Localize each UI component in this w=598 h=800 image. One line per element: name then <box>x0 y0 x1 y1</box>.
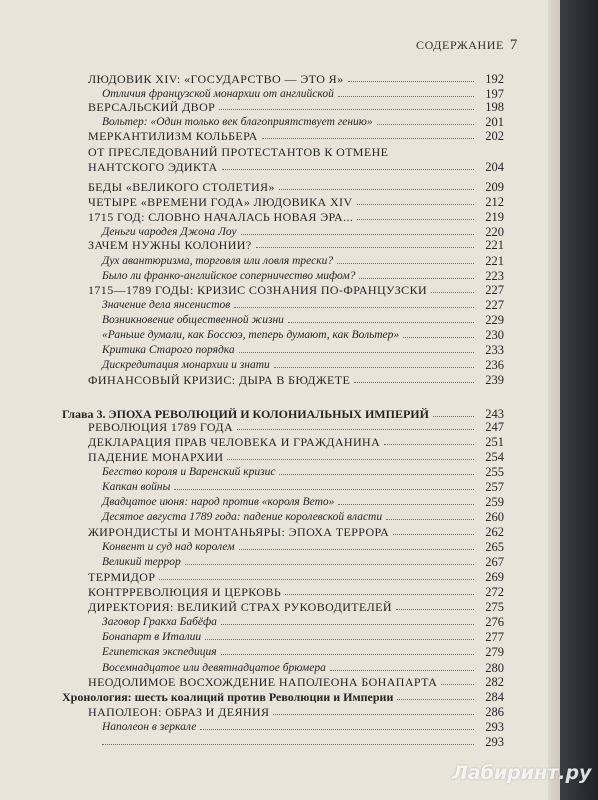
toc-entry <box>0 269 560 283</box>
dotted-leader <box>433 416 474 417</box>
toc-entry-page: 209 <box>485 180 504 194</box>
toc-entry <box>0 420 560 434</box>
toc-entry-page: 254 <box>485 450 504 464</box>
dotted-leader <box>279 189 474 190</box>
dotted-leader <box>377 124 474 125</box>
toc-entry-page: 247 <box>485 420 504 434</box>
dotted-leader <box>285 594 474 595</box>
dotted-leader <box>337 263 474 264</box>
toc-entry <box>0 358 560 372</box>
toc-entry-title: РЕВОЛЮЦИЯ 1789 ГОДА <box>88 420 234 434</box>
toc-entry-title: НАПОЛЕОН: ОБРАЗ И ДЕЯНИЯ <box>88 705 270 719</box>
toc-entry-title: ЗАЧЕМ НУЖНЫ КОЛОНИИ? <box>88 238 252 252</box>
toc-entry-title: Великий террор <box>102 556 181 568</box>
dotted-leader <box>273 714 474 715</box>
toc-entry-page: 220 <box>485 225 504 239</box>
toc-entry-title: ЧЕТЫРЕ «ВРЕМЕНИ ГОДА» ЛЮДОВИКА XIV <box>88 195 353 209</box>
toc-entry <box>0 115 560 129</box>
toc-entry-page: 272 <box>485 585 504 599</box>
toc-entry <box>0 210 560 224</box>
dotted-leader <box>354 382 474 383</box>
toc-entry-title: Возникновение общественной жизни <box>102 314 284 326</box>
toc-entry-page: 236 <box>485 358 504 372</box>
toc-entry <box>0 72 560 86</box>
toc-entry-page: 221 <box>485 238 504 252</box>
toc-entry-page: 239 <box>485 373 504 387</box>
toc-entry <box>0 630 560 644</box>
toc-entry <box>0 283 560 297</box>
toc-entry-title: ДЕКЛАРАЦИЯ ПРАВ ЧЕЛОВЕКА И ГРАЖДАНИНА <box>88 435 381 449</box>
toc-entry-page: 257 <box>485 480 504 494</box>
toc-entry-title: ЖИРОНДИСТЫ И МОНТАНЬЯРЫ: ЭПОХА ТЕРРОРА <box>88 525 390 539</box>
dotted-leader <box>221 624 474 625</box>
dotted-leader <box>262 138 474 139</box>
toc-entry-page: 223 <box>485 269 504 283</box>
toc-entry-title: Египетская экспедиция <box>102 646 217 658</box>
toc-entry-title: Бонапарт в Италии <box>102 631 202 643</box>
toc-entry-title: Бегство короля и Варенский кризис <box>102 466 276 478</box>
toc-entry <box>0 450 560 464</box>
toc-entry <box>0 100 560 114</box>
toc-entry-page: 293 <box>485 720 504 734</box>
dotted-leader <box>185 564 474 565</box>
toc-entry <box>0 645 560 659</box>
toc-entry <box>0 180 560 194</box>
dotted-leader <box>256 247 474 248</box>
toc-entry <box>0 407 560 421</box>
toc-entry-title: ОТ ПРЕСЛЕДОВАНИЙ ПРОТЕСТАНТОВ К ОТМЕНЕ <box>88 145 389 159</box>
toc-entry-page: 286 <box>485 705 504 719</box>
toc-entry-page: 230 <box>485 328 504 342</box>
toc-entry-title: «Раньше думали, как Боссюэ, теперь думают, как Вольтер» <box>102 329 400 341</box>
dotted-leader <box>174 489 474 490</box>
toc-entry <box>0 705 560 719</box>
dotted-leader <box>384 444 474 445</box>
toc-entry-title: 1715 ГОД: СЛОВНО НАЧАЛАСЬ НОВАЯ ЭРА... <box>88 210 354 224</box>
dotted-leader <box>205 639 474 640</box>
toc-entry-title: ФИНАНСОВЫЙ КРИЗИС: ДЫРА В БЮДЖЕТЕ <box>88 373 351 387</box>
toc-entry-title: 1715—1789 ГОДЫ: КРИЗИС СОЗНАНИЯ ПО-ФРАНЦУЗСКИ <box>88 283 428 297</box>
toc-entry-page: 284 <box>485 690 504 704</box>
dotted-leader <box>200 729 474 730</box>
toc-entry-title: ЛЮДОВИК XIV: «ГОСУДАРСТВО — ЭТО Я» <box>88 72 344 86</box>
toc-entry <box>0 525 560 539</box>
dotted-leader <box>386 519 474 520</box>
toc-entry-title: Капкан войны <box>102 481 171 493</box>
toc-entry <box>0 373 560 387</box>
toc-entry <box>0 465 560 479</box>
toc-entry-page: 192 <box>485 72 504 86</box>
toc-entry <box>0 720 560 734</box>
toc-entry-title: Критика Старого порядка <box>102 344 235 356</box>
dotted-leader <box>239 549 474 550</box>
dotted-leader <box>279 474 474 475</box>
toc-entry-title: Конвент и суд над королем <box>102 541 235 553</box>
dotted-leader <box>431 292 474 293</box>
toc-entry <box>0 661 560 675</box>
toc-entry-title: Заговор Гракха Бабёфа <box>102 616 217 628</box>
toc-entry-title: МЕРКАНТИЛИЗМ КОЛЬБЕРА <box>88 129 258 143</box>
toc-entry-title: НЕОДОЛИМОЕ ВОСХОЖДЕНИЕ НАПОЛЕОНА БОНАПАРТА <box>88 675 438 689</box>
toc-entry-page: 277 <box>485 630 504 644</box>
toc-entry-page: 227 <box>485 298 504 312</box>
toc-entry-title: Значение дела янсенистов <box>102 299 231 311</box>
toc-entry <box>0 254 560 268</box>
toc-entry-title: КОНТРРЕВОЛЮЦИЯ И ЦЕРКОВЬ <box>88 585 282 599</box>
dotted-leader <box>222 169 474 170</box>
dotted-leader <box>102 744 474 745</box>
dotted-leader <box>338 504 474 505</box>
toc-entry-title: Деньги чародея Джона Лоу <box>102 226 237 238</box>
dotted-leader <box>237 429 474 430</box>
toc-entry <box>0 343 560 357</box>
dotted-leader <box>357 204 474 205</box>
dotted-leader <box>274 367 474 368</box>
dotted-leader <box>219 109 474 110</box>
toc-entry-title: Глава 3. ЭПОХА РЕВОЛЮЦИЙ И КОЛОНИАЛЬНЫХ ИМПЕРИЙ <box>62 407 429 421</box>
toc-entry <box>0 495 560 509</box>
toc-entry-page: 219 <box>485 210 504 224</box>
dotted-leader <box>357 219 474 220</box>
toc-entry-page: 280 <box>485 661 504 675</box>
toc-entry-page: 259 <box>485 495 504 509</box>
toc-entry-page: 293 <box>485 735 504 749</box>
toc-entry <box>0 238 560 252</box>
toc-entry-title: ПАДЕНИЕ МОНАРХИИ <box>88 450 224 464</box>
header-title: СОДЕРЖАНИЕ <box>416 38 504 52</box>
toc-entry <box>0 129 560 143</box>
toc-entry-page: 269 <box>485 570 504 584</box>
toc-entry <box>0 615 560 629</box>
toc-entry-title: ВЕРСАЛЬСКИЙ ДВОР <box>88 100 216 114</box>
toc-entry-page: 282 <box>485 675 504 689</box>
header-page-number: 7 <box>509 37 519 53</box>
dotted-leader <box>159 579 474 580</box>
dotted-leader <box>338 96 474 97</box>
dotted-leader <box>403 337 474 338</box>
toc-entry-page: 255 <box>485 465 504 479</box>
toc-entry-title: ДИРЕКТОРИЯ: ВЕЛИКИЙ СТРАХ РУКОВОДИТЕЛЕЙ <box>88 600 392 614</box>
toc-entry-title: ТЕРМИДОР <box>88 570 156 584</box>
dotted-leader <box>397 699 474 700</box>
labirint-watermark-logo: Лабиринт.ру <box>452 762 592 784</box>
toc-entry <box>0 585 560 599</box>
dotted-leader <box>234 307 474 308</box>
dotted-leader <box>348 81 475 82</box>
toc-entry-page: 265 <box>485 540 504 554</box>
toc-entry-page: 279 <box>485 645 504 659</box>
toc-entry <box>0 298 560 312</box>
toc-entry <box>0 480 560 494</box>
toc-entry <box>0 145 560 175</box>
toc-entry <box>0 510 560 524</box>
toc-entry-page: 202 <box>485 129 504 143</box>
toc-entry-page: 233 <box>485 343 504 357</box>
dotted-leader <box>241 234 474 235</box>
toc-entry <box>0 435 560 449</box>
dotted-leader <box>393 534 474 535</box>
toc-entry <box>0 540 560 554</box>
toc-entry-title-continued: НАНТСКОГО ЭДИКТА <box>88 160 218 174</box>
toc-entry <box>0 225 560 239</box>
toc-entry-title: Десятое августа 1789 года: падение королевской власти <box>102 511 383 523</box>
toc-entry-page: 227 <box>485 283 504 297</box>
toc-entry-title: Вольтер: «Один только век благоприятствует гению» <box>102 116 373 128</box>
toc-entry-title: Двадцатое июня: народ против «короля Вето» <box>102 496 335 508</box>
toc-entry-title: Восемнадцатое или девятнадцатое брюмера <box>102 662 326 674</box>
toc-entry <box>0 87 560 101</box>
toc-entry-page: 212 <box>485 195 504 209</box>
toc-entry <box>0 735 560 749</box>
toc-entry-page: 201 <box>485 115 504 129</box>
toc-entry-page: 262 <box>485 525 504 539</box>
toc-entry-page: 276 <box>485 615 504 629</box>
toc-entry-title: Хронология: шесть коалиций против Революции и Империи <box>62 690 394 704</box>
toc-entry-title: Наполеон в зеркале <box>102 721 197 733</box>
toc-entry-title: БЕДЫ «ВЕЛИКОГО СТОЛЕТИЯ» <box>88 180 275 194</box>
toc-entry <box>0 600 560 614</box>
toc-entry-page: 243 <box>485 407 504 421</box>
dotted-leader <box>288 322 474 323</box>
dotted-leader <box>221 654 474 655</box>
toc-entry <box>0 195 560 209</box>
dotted-leader <box>227 459 474 460</box>
toc-entry-title: Было ли франко-английское соперничество мифом? <box>102 270 356 282</box>
toc-entry <box>0 328 560 342</box>
dotted-leader <box>359 278 474 279</box>
toc-entry-page: 204 <box>485 160 504 174</box>
toc-entry-page: 229 <box>485 313 504 327</box>
toc-entry-page: 197 <box>485 87 504 101</box>
book-spine <box>560 0 598 800</box>
toc-entry <box>0 690 560 704</box>
toc-entry <box>0 313 560 327</box>
toc-entry-page: 198 <box>485 100 504 114</box>
toc-entry-page: 260 <box>485 510 504 524</box>
dotted-leader <box>441 684 474 685</box>
dotted-leader <box>396 609 474 610</box>
toc-entry-page: 221 <box>485 254 504 268</box>
toc-entry-title: Отличия французской монархии от английской <box>102 88 334 100</box>
dotted-leader <box>239 352 474 353</box>
toc-entry-page: 267 <box>485 555 504 569</box>
toc-entry-title: Дух авантюризма, торговля или ловля трески? <box>102 255 334 267</box>
toc-entry <box>0 570 560 584</box>
toc-entry-page: 251 <box>485 435 504 449</box>
toc-entry <box>0 675 560 689</box>
toc-entry-title: Дискредитация монархии и знати <box>102 359 270 371</box>
toc-entry-page: 275 <box>485 600 504 614</box>
toc-entry <box>0 555 560 569</box>
dotted-leader <box>330 670 474 671</box>
